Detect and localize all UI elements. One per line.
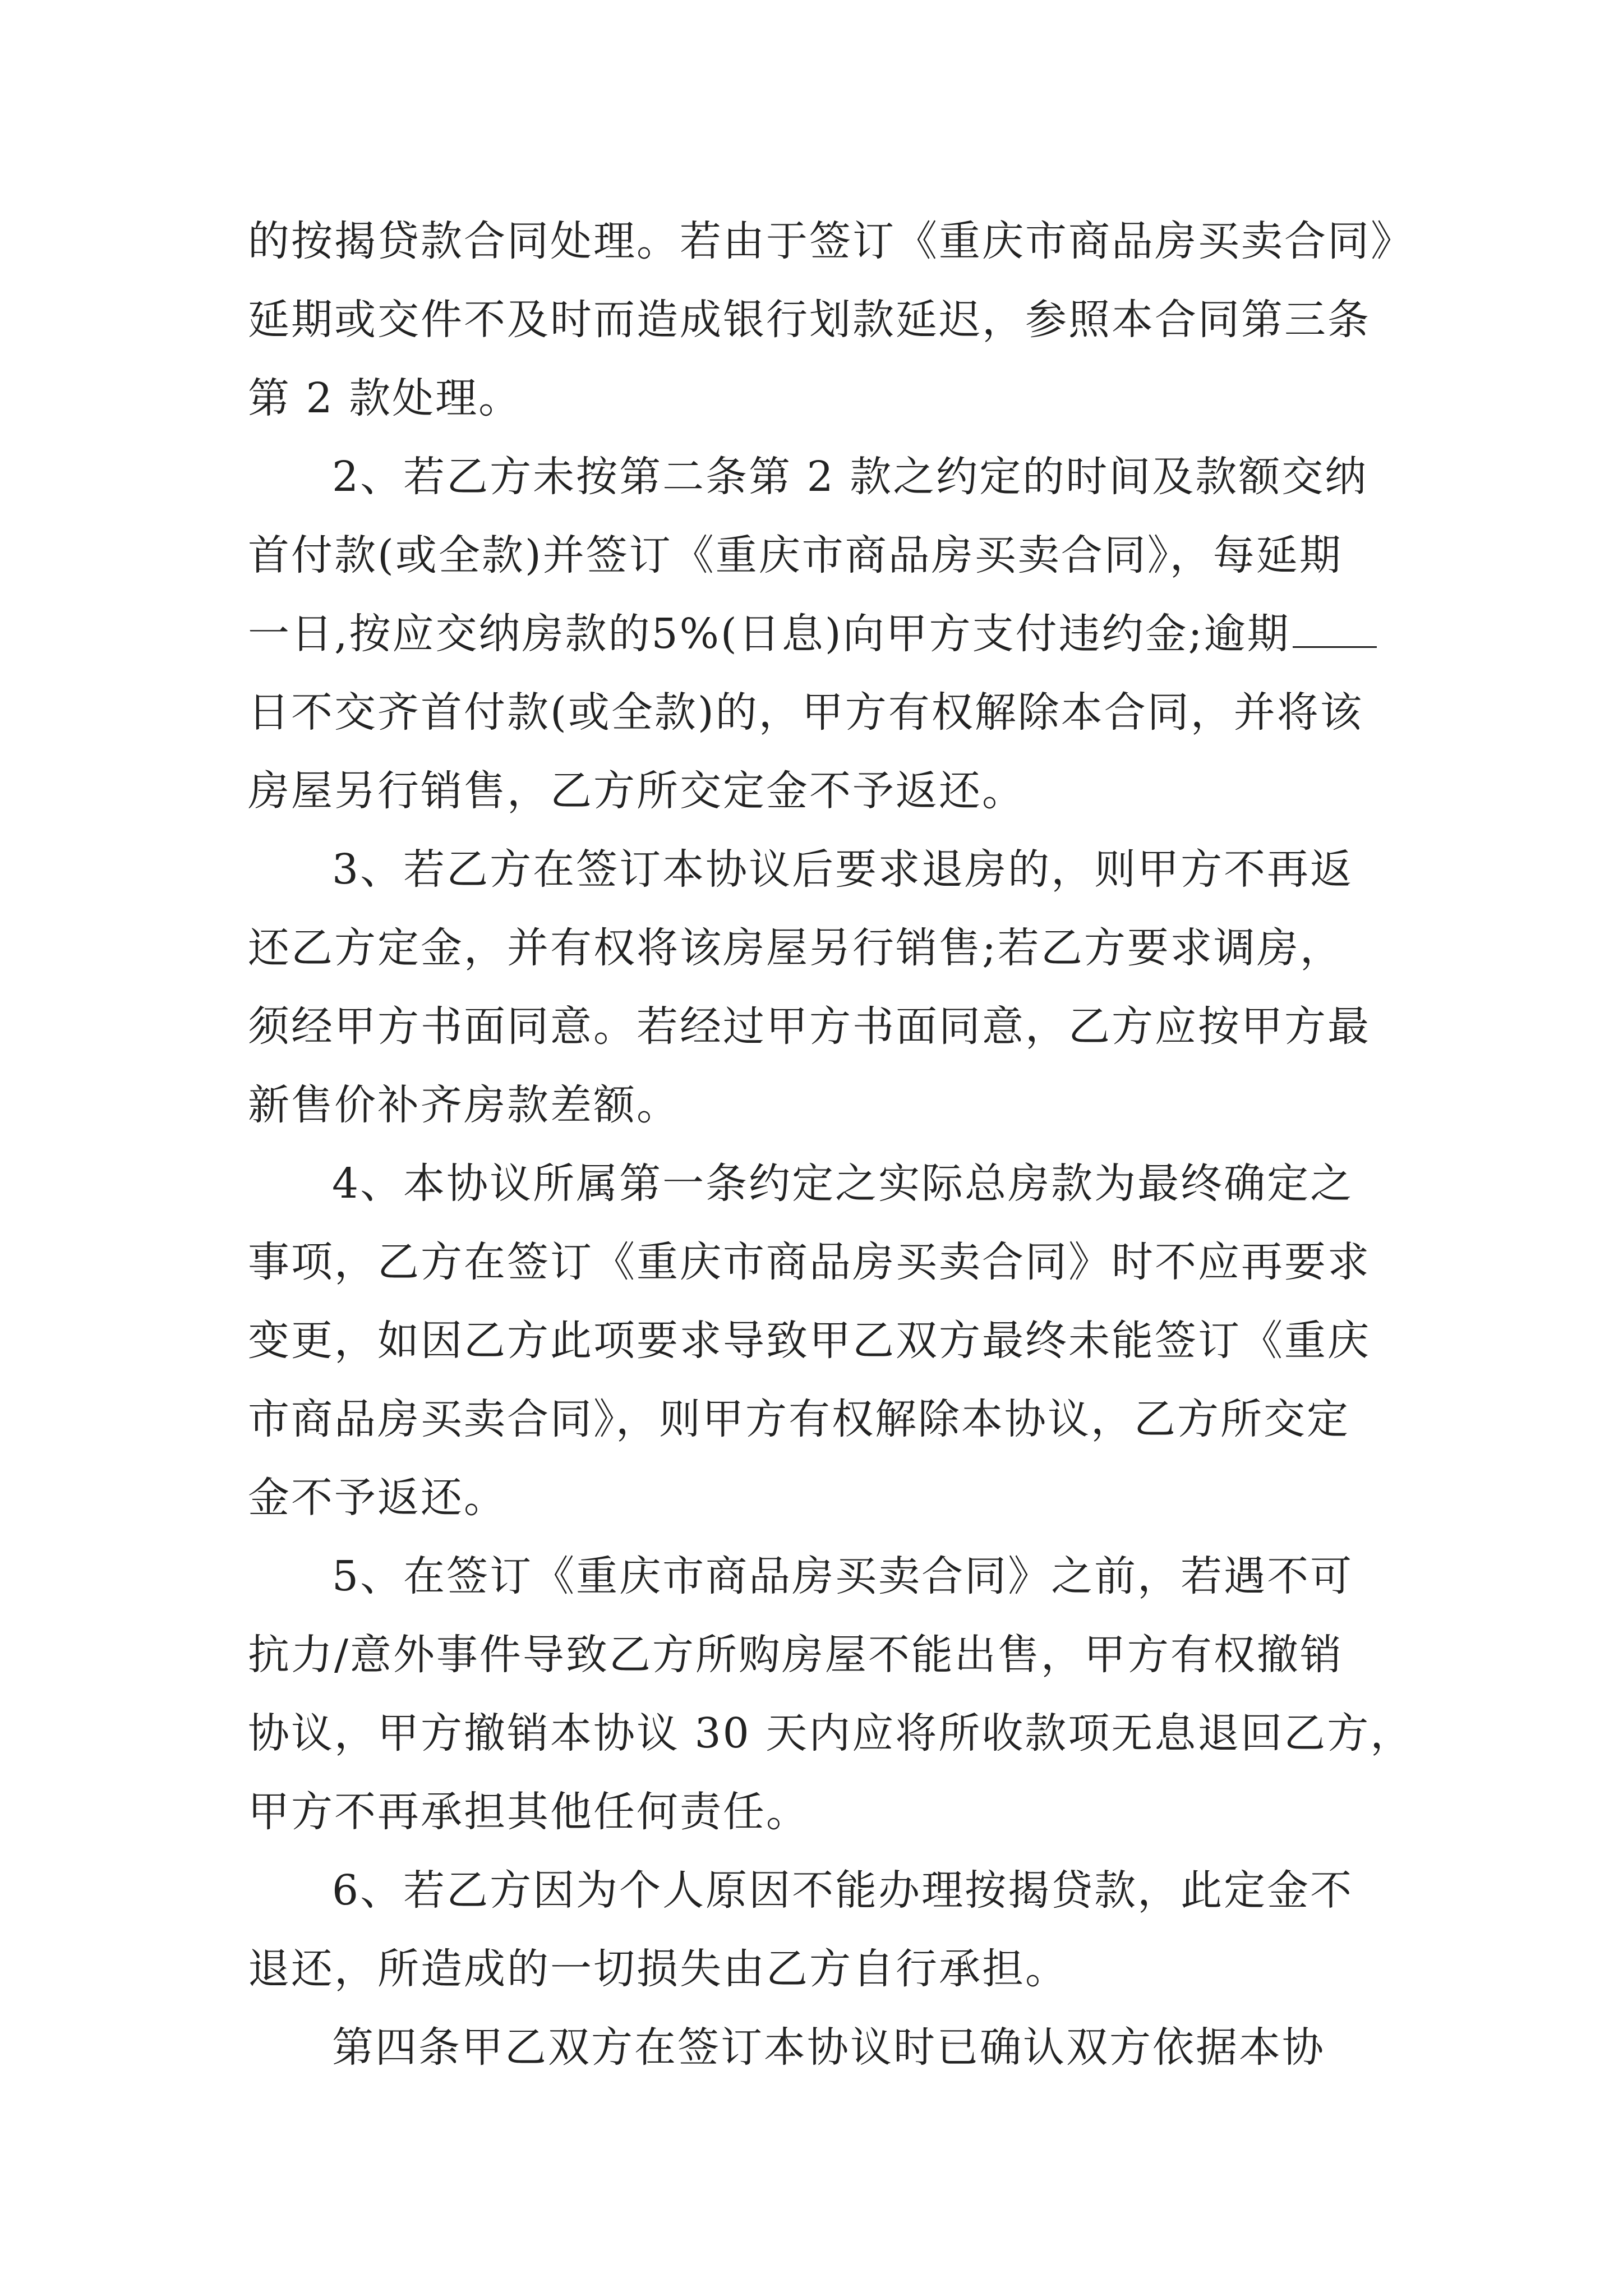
- text-line: 的按揭贷款合同处理。若由于签订《重庆市商品房买卖合同》: [248, 217, 1414, 265]
- fill-in-blank: [1293, 607, 1377, 648]
- text-line: 变更，如因乙方此项要求导致甲乙双方最终未能签订《重庆: [248, 1317, 1371, 1365]
- text-line: 市商品房买卖合同》，则甲方有权解除本协议，乙方所交定: [248, 1395, 1350, 1443]
- text-line: 第 2 款处理。: [248, 374, 522, 422]
- text-line: 日不交齐首付款(或全款)的，甲方有权解除本合同，并将该: [248, 688, 1363, 737]
- article-4-first-line: 第四条甲乙双方在签订本协议时已确认双方依据本协: [332, 2023, 1325, 2072]
- clause-6-first-line: 6、若乙方因为个人原因不能办理按揭贷款，此定金不: [332, 1866, 1354, 1915]
- text-line: 延期或交件不及时而造成银行划款延迟，参照本合同第三条: [248, 296, 1371, 344]
- text-line: 协议，甲方撤销本协议 30 天内应将所收款项无息退回乙方，: [248, 1709, 1414, 1757]
- text-line: 新售价补齐房款差额。: [248, 1081, 680, 1129]
- clause-3-first-line: 3、若乙方在签订本协议后要求退房的，则甲方不再返: [332, 845, 1354, 894]
- clause-4-first-line: 4、本协议所属第一条约定之实际总房款为最终确定之: [332, 1159, 1354, 1208]
- text-line: 房屋另行销售，乙方所交定金不予返还。: [248, 767, 1025, 815]
- text-line: 金不予返还。: [248, 1474, 507, 1522]
- text-line: 须经甲方书面同意。若经过甲方书面同意，乙方应按甲方最: [248, 1002, 1371, 1051]
- clause-2-first-line: 2、若乙方未按第二条第 2 款之约定的时间及款额交纳: [332, 453, 1368, 501]
- text-line: 还乙方定金，并有权将该房屋另行销售;若乙方要求调房，: [248, 924, 1343, 972]
- document-body: [248, 202, 1414, 2087]
- text-line: 事项，乙方在签订《重庆市商品房买卖合同》时不应再要求: [248, 1238, 1371, 1286]
- text-line: 甲方不再承担其他任何责任。: [248, 1788, 809, 1836]
- clause-5-first-line: 5、在签订《重庆市商品房买卖合同》之前，若遇不可: [332, 1552, 1354, 1600]
- text-line-segment: 一日,按应交纳房款的5%(日息)向甲方支付违约金;逾期: [248, 610, 1290, 658]
- text-line-with-blank: [248, 595, 1381, 673]
- text-line: 首付款(或全款)并签订《重庆市商品房买卖合同》，每延期: [248, 531, 1343, 579]
- text-line: 抗力/意外事件导致乙方所购房屋不能出售，甲方有权撤销: [248, 1631, 1343, 1679]
- text-line: 退还，所造成的一切损失由乙方自行承担。: [248, 1945, 1068, 1993]
